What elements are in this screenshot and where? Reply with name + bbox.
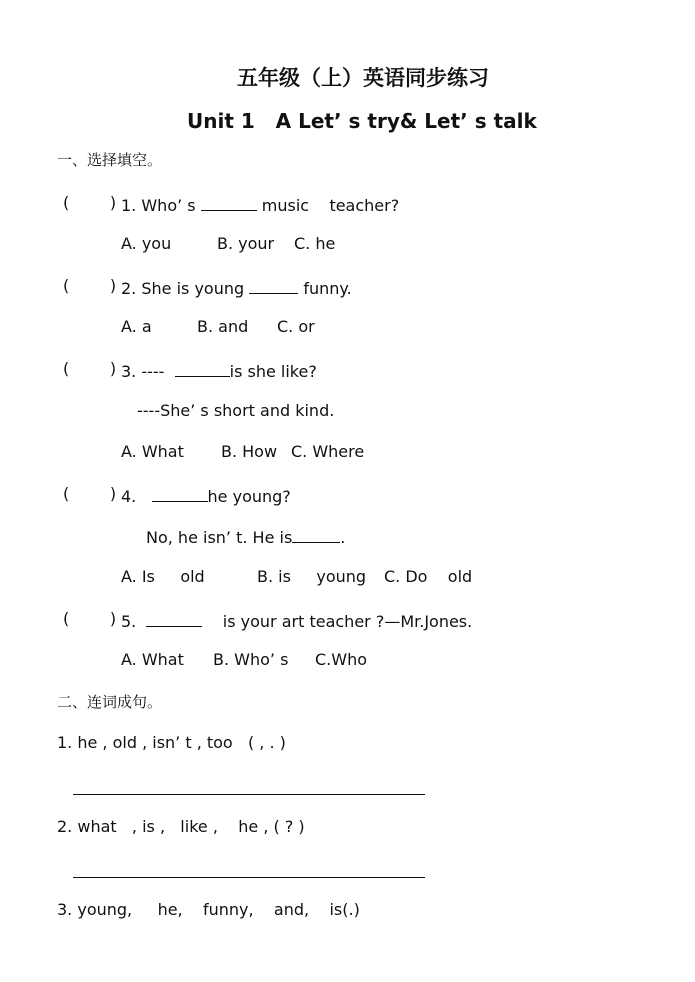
q1-option-c: C. he xyxy=(294,234,336,253)
q2-blank xyxy=(249,278,298,294)
sentence-item-1: 1. he , old , isn’ t , too ( , . ) xyxy=(57,733,286,752)
q3-option-b: B. How xyxy=(221,442,278,461)
q2-stem-pre: 2. She is young xyxy=(121,279,250,298)
q5-answer-paren: ( ) xyxy=(63,609,117,628)
q4-reply-post: . xyxy=(340,528,346,547)
q4-stem-pre: 4. xyxy=(121,487,152,506)
q4-stem-post: he young? xyxy=(207,487,291,506)
q4-reply-blank xyxy=(292,527,340,543)
q5-stem-post: is your art teacher ?—Mr.Jones. xyxy=(202,612,473,631)
q4-stem xyxy=(121,486,291,505)
q1-blank xyxy=(201,195,257,211)
q5-option-c: C.Who xyxy=(315,650,368,669)
q2-answer-paren: ( ) xyxy=(63,276,117,295)
q2-option-b: B. and xyxy=(197,317,249,336)
worksheet-title: 五年级（上）英语同步练习 xyxy=(237,66,489,90)
worksheet-subtitle: Unit 1 A Let’ s try& Let’ s talk xyxy=(187,109,537,133)
answer-line-2 xyxy=(73,877,425,878)
q5-blank xyxy=(146,611,202,627)
q5-stem xyxy=(121,611,472,630)
q4-option-a: A. Is old xyxy=(121,567,205,586)
q4-blank xyxy=(152,486,208,502)
q4-option-c: C. Do old xyxy=(384,567,473,586)
q2-stem-post: funny. xyxy=(298,279,352,298)
q4-option-b: B. is young xyxy=(257,567,367,586)
q1-stem xyxy=(121,195,399,214)
q5-option-b: B. Who’ s xyxy=(213,650,289,669)
q3-stem-post: is she like? xyxy=(229,362,317,381)
answer-line-1 xyxy=(73,794,425,795)
q4-reply xyxy=(146,527,345,546)
sentence-item-2: 2. what , is , like , he , ( ? ) xyxy=(57,817,305,836)
q1-option-a: A. you xyxy=(121,234,172,253)
q3-stem xyxy=(121,361,317,380)
q1-answer-paren: ( ) xyxy=(63,193,117,212)
q3-blank xyxy=(175,361,230,377)
sentence-item-3: 3. young, he, funny, and, is(.) xyxy=(57,900,360,919)
q2-option-c: C. or xyxy=(277,317,315,336)
q3-reply: ----She’ s short and kind. xyxy=(137,401,335,420)
q4-answer-paren: ( ) xyxy=(63,484,117,503)
q1-stem-post: music teacher? xyxy=(256,196,400,215)
q5-option-a: A. What xyxy=(121,650,184,669)
q3-answer-paren: ( ) xyxy=(63,359,117,378)
q3-stem-pre: 3. ---- xyxy=(121,362,175,381)
q2-option-a: A. a xyxy=(121,317,152,336)
q1-option-b: B. your xyxy=(217,234,275,253)
q5-stem-pre: 5. xyxy=(121,612,147,631)
section-2-heading: 二、连词成句。 xyxy=(57,693,163,711)
q2-stem xyxy=(121,278,352,297)
q1-stem-pre: 1. Who’ s xyxy=(121,196,201,215)
q4-reply-pre: No, he isn’ t. He is xyxy=(146,528,293,547)
q3-option-c: C. Where xyxy=(291,442,365,461)
section-1-heading: 一、选择填空。 xyxy=(57,151,163,169)
q3-option-a: A. What xyxy=(121,442,184,461)
